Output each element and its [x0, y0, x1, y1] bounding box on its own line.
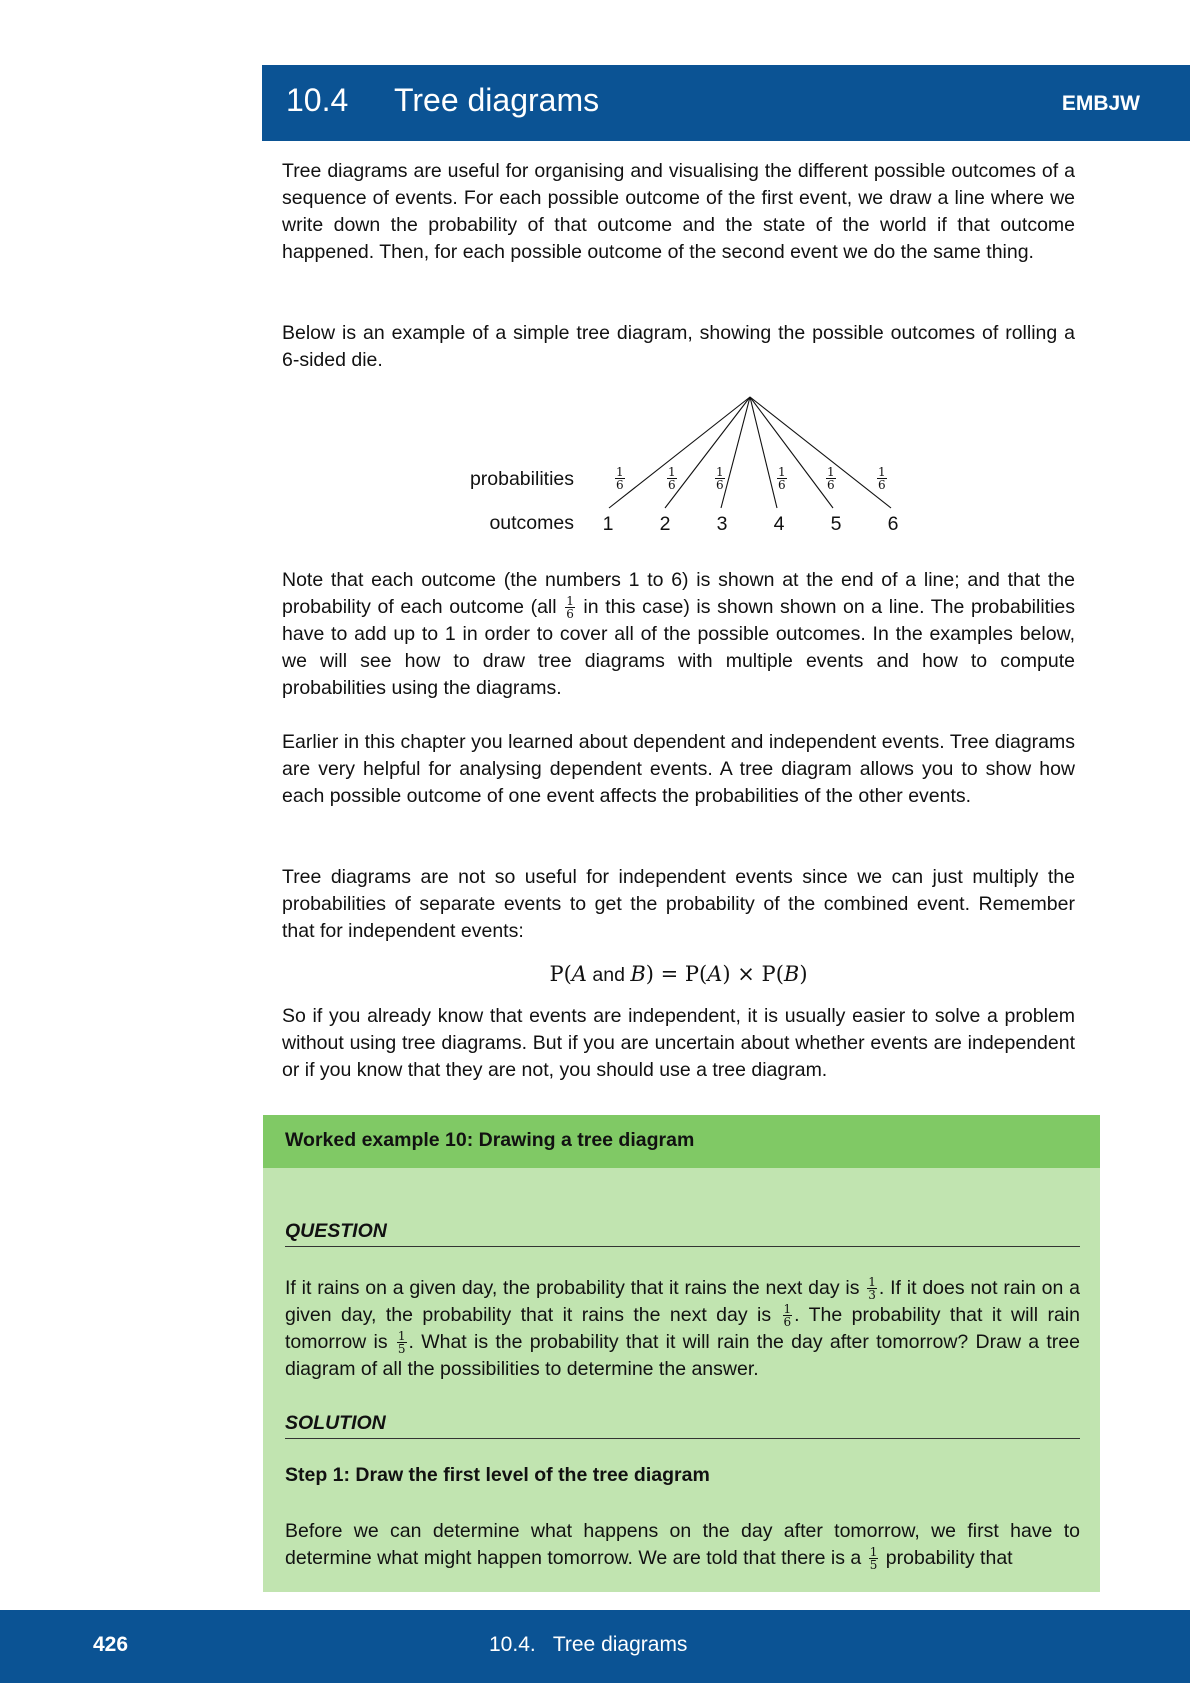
branch-line-4	[750, 397, 777, 508]
probabilities-label: probabilities	[469, 468, 574, 490]
outcomes-label: outcomes	[489, 512, 574, 534]
fraction-one-sixth: $\frac{1}{6}$	[566, 594, 574, 622]
dependent-events-paragraph: Earlier in this chapter you learned about dependent and independent events. Tree diagrams are very helpful for analysing dependent events. A tree diagram allows you to show how each possible outcome of one event affects the probabilities of the other events.	[282, 731, 1075, 807]
question-text: If it rains on a given day, the probability that it rains the next day is $\frac{1}{3}$ . If it does not rain on a given day, the probability that it rains the next day is $\frac{1}{6}$ . The probability that it will rain tomorrow is $\frac{1}{5}$ . What is the probability that it will rain the day after tomorrow? Draw a tree diagram of all the possibilities to determine the answer.	[285, 1275, 1080, 1380]
fraction-one-fifth-s: $\frac{1}{5}$	[869, 1545, 878, 1573]
note-paragraph: Note that each outcome (the numbers 1 to 6) is shown at the end of a line; and that the probability of each outcome (all $\frac{1}{6}$ in this case) is shown shown on a line. The probabilities have to add up to 1 in order to cover all of the possible outcomes. In the examples below, we will see how to draw tree diagrams with multiple events and how to compute probabilities using the diagrams.	[282, 569, 1076, 699]
solution-heading: SOLUTION	[285, 1412, 1080, 1439]
independence-equation: P(A and B) = P(A) × P(B)	[549, 962, 808, 986]
branch-line-2	[665, 397, 750, 508]
example-intro-paragraph: Below is an example of a simple tree diagram, showing the possible outcomes of rolling a 6-sided die.	[282, 322, 1075, 371]
outcome-5: 5	[830, 513, 842, 535]
branch-line-3	[721, 397, 750, 508]
worked-example-title-bar	[263, 1115, 1100, 1168]
question-heading: QUESTION	[285, 1220, 1080, 1247]
section-code: EMBJW	[1061, 92, 1140, 115]
outcome-3: 3	[716, 513, 728, 535]
worked-example-title: Worked example 10: Drawing a tree diagram	[285, 1129, 695, 1151]
section-number: 10.4	[286, 82, 349, 118]
tree-lines	[0, 0, 1190, 560]
page-number: 426	[93, 1633, 129, 1656]
footer-section-title: 10.4. Tree diagrams	[489, 1633, 688, 1656]
fraction-one-third: $\frac{1}{3}$	[868, 1275, 876, 1303]
branch-probability-1: $\frac{1}{6}$	[616, 465, 624, 492]
branch-probability-3: $\frac{1}{6}$	[716, 465, 724, 492]
section-title: Tree diagrams	[394, 82, 600, 118]
worked-example-box	[263, 1115, 1100, 1592]
branch-probability-5: $\frac{1}{6}$	[827, 465, 835, 492]
outcome-1: 1	[602, 513, 614, 535]
intro-paragraph: Tree diagrams are useful for organising and visualising the different possible outcomes of a sequence of events. For each possible outcome of the first event, we draw a line where we write down the probability of that outcome and the state of the world if that outcome happened. Then, for each possible outcome of the second event we do the same thing.	[282, 160, 1075, 263]
step-1-text: Before we can determine what happens on the day after tomorrow, we first have to determine what might happen tomorrow. We are told that there is a $\frac{1}{5}$ probability that	[285, 1520, 1080, 1573]
branch-probability-4: $\frac{1}{6}$	[778, 465, 786, 492]
outcome-2: 2	[659, 513, 671, 535]
summary-paragraph: So if you already know that events are independent, it is usually easier to solve a problem without using tree diagrams. But if you are uncertain about whether events are independent or if you know that they are not, you should use a tree diagram.	[282, 1005, 1075, 1081]
step-1-title: Step 1: Draw the first level of the tree diagram	[285, 1464, 710, 1486]
branch-probability-2: $\frac{1}{6}$	[668, 465, 676, 492]
independent-events-paragraph: Tree diagrams are not so useful for independent events since we can just multiply the probabilities of separate events to get the probability of the combined event. Remember that for independent events:	[282, 866, 1075, 942]
outcome-4: 4	[773, 513, 785, 535]
outcome-6: 6	[887, 513, 899, 535]
fraction-one-fifth-q: $\frac{1}{5}$	[397, 1329, 406, 1357]
fraction-one-sixth-q: $\frac{1}{6}$	[783, 1302, 792, 1330]
branch-probability-6: $\frac{1}{6}$	[878, 465, 886, 492]
page-footer	[0, 1610, 1190, 1683]
branch-line-1	[609, 397, 750, 508]
